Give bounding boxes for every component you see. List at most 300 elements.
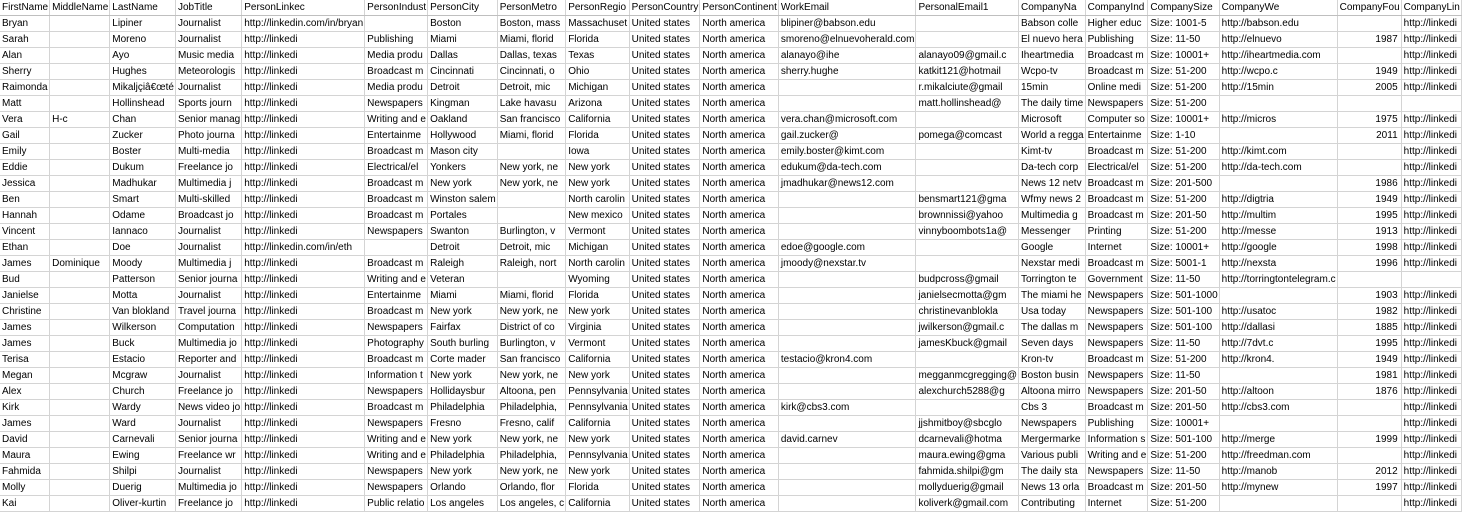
cell-city[interactable]: Philadelphia	[428, 448, 498, 464]
column-header-email1[interactable]: PersonalEmail1	[916, 0, 1019, 16]
cell-first[interactable]: James	[0, 416, 50, 432]
cell-metro[interactable]: Altoona, pen	[497, 384, 566, 400]
cell-job[interactable]: Multi-media	[175, 144, 241, 160]
cell-cfound[interactable]: 1995	[1337, 336, 1401, 352]
cell-cweb[interactable]: http://mynew	[1219, 480, 1337, 496]
cell-clink[interactable]: http://linkedi	[1401, 208, 1461, 224]
cell-cfound[interactable]: 1913	[1337, 224, 1401, 240]
cell-continent[interactable]: North america	[700, 80, 779, 96]
cell-job[interactable]: Travel journa	[175, 304, 241, 320]
cell-csize[interactable]: Size: 1001-5	[1148, 16, 1219, 32]
cell-clink[interactable]: http://linkedi	[1401, 288, 1461, 304]
cell-continent[interactable]: North america	[700, 176, 779, 192]
cell-industry[interactable]: Media produ	[365, 48, 428, 64]
cell-clink[interactable]: http://linkedi	[1401, 336, 1461, 352]
cell-country[interactable]: United states	[629, 384, 700, 400]
cell-continent[interactable]: North america	[700, 48, 779, 64]
cell-cweb[interactable]: http://merge	[1219, 432, 1337, 448]
cell-metro[interactable]	[497, 144, 566, 160]
cell-metro[interactable]: San francisco	[497, 352, 566, 368]
cell-continent[interactable]: North america	[700, 224, 779, 240]
cell-metro[interactable]: Philadelphia,	[497, 448, 566, 464]
cell-region[interactable]: Pennsylvania	[566, 400, 629, 416]
cell-workemail[interactable]	[778, 368, 916, 384]
cell-cfound[interactable]: 1903	[1337, 288, 1401, 304]
cell-metro[interactable]	[497, 192, 566, 208]
cell-industry[interactable]: Writing and e	[365, 272, 428, 288]
cell-clink[interactable]: http://linkedi	[1401, 144, 1461, 160]
cell-middle[interactable]: Dominique	[50, 256, 110, 272]
cell-workemail[interactable]: david.carnev	[778, 432, 916, 448]
cell-region[interactable]: Vermont	[566, 336, 629, 352]
cell-job[interactable]: Senior manag	[175, 112, 241, 128]
cell-linkedin[interactable]: http://linkedi	[242, 64, 365, 80]
cell-last[interactable]: Oliver-kurtin	[110, 496, 176, 512]
cell-city[interactable]: Winston salem	[428, 192, 498, 208]
cell-company[interactable]: The miami he	[1018, 288, 1085, 304]
cell-cfound[interactable]: 1982	[1337, 304, 1401, 320]
cell-region[interactable]: Iowa	[566, 144, 629, 160]
cell-cfound[interactable]	[1337, 496, 1401, 512]
cell-region[interactable]: New mexico	[566, 208, 629, 224]
cell-linkedin[interactable]: http://linkedi	[242, 208, 365, 224]
cell-cweb[interactable]	[1219, 176, 1337, 192]
cell-workemail[interactable]: smoreno@elnuevoherald.com	[778, 32, 916, 48]
cell-email1[interactable]: janielsecmotta@gm	[916, 288, 1019, 304]
cell-industry[interactable]: Information t	[365, 368, 428, 384]
cell-middle[interactable]	[50, 384, 110, 400]
cell-clink[interactable]: http://linkedi	[1401, 480, 1461, 496]
cell-cfound[interactable]	[1337, 448, 1401, 464]
cell-cfound[interactable]: 1949	[1337, 352, 1401, 368]
cell-email1[interactable]: dcarnevali@hotma	[916, 432, 1019, 448]
cell-last[interactable]: Motta	[110, 288, 176, 304]
cell-continent[interactable]: North america	[700, 16, 779, 32]
cell-company[interactable]: Multimedia g	[1018, 208, 1085, 224]
cell-email1[interactable]	[916, 144, 1019, 160]
cell-linkedin[interactable]: http://linkedi	[242, 112, 365, 128]
column-header-csize[interactable]: CompanySize	[1148, 0, 1219, 16]
cell-company[interactable]: Altoona mirro	[1018, 384, 1085, 400]
cell-metro[interactable]: Cincinnati, o	[497, 64, 566, 80]
cell-industry[interactable]: Broadcast m	[365, 192, 428, 208]
cell-industry[interactable]: Broadcast m	[365, 256, 428, 272]
cell-linkedin[interactable]: http://linkedi	[242, 288, 365, 304]
cell-cind[interactable]: Government	[1085, 272, 1148, 288]
cell-city[interactable]: Philadelphia	[428, 400, 498, 416]
cell-last[interactable]: Moreno	[110, 32, 176, 48]
cell-job[interactable]: Freelance jo	[175, 160, 241, 176]
column-header-clink[interactable]: CompanyLin	[1401, 0, 1461, 16]
cell-middle[interactable]	[50, 304, 110, 320]
cell-region[interactable]: Wyoming	[566, 272, 629, 288]
cell-city[interactable]: Detroit	[428, 240, 498, 256]
cell-workemail[interactable]: jmoody@nexstar.tv	[778, 256, 916, 272]
cell-cfound[interactable]	[1337, 144, 1401, 160]
cell-job[interactable]: Journalist	[175, 224, 241, 240]
cell-first[interactable]: Kai	[0, 496, 50, 512]
cell-email1[interactable]	[916, 352, 1019, 368]
cell-workemail[interactable]	[778, 96, 916, 112]
cell-last[interactable]: Mikaljçiâ€œté	[110, 80, 176, 96]
cell-industry[interactable]: Electrical/el	[365, 160, 428, 176]
cell-industry[interactable]: Newspapers	[365, 480, 428, 496]
cell-company[interactable]: Wfmy news 2	[1018, 192, 1085, 208]
cell-cweb[interactable]: http://iheartmedia.com	[1219, 48, 1337, 64]
cell-cfound[interactable]	[1337, 96, 1401, 112]
cell-continent[interactable]: North america	[700, 256, 779, 272]
cell-city[interactable]: New york	[428, 176, 498, 192]
cell-email1[interactable]: pomega@comcast	[916, 128, 1019, 144]
cell-middle[interactable]	[50, 144, 110, 160]
cell-company[interactable]: Kimt-tv	[1018, 144, 1085, 160]
cell-job[interactable]: Multi-skilled	[175, 192, 241, 208]
cell-country[interactable]: United states	[629, 128, 700, 144]
cell-continent[interactable]: North america	[700, 128, 779, 144]
cell-last[interactable]: Zucker	[110, 128, 176, 144]
cell-company[interactable]: The dallas m	[1018, 320, 1085, 336]
column-header-job[interactable]: JobTitle	[175, 0, 241, 16]
cell-country[interactable]: United states	[629, 464, 700, 480]
cell-cind[interactable]: Computer so	[1085, 112, 1148, 128]
cell-workemail[interactable]: testacio@kron4.com	[778, 352, 916, 368]
cell-industry[interactable]: Writing and e	[365, 112, 428, 128]
cell-first[interactable]: Eddie	[0, 160, 50, 176]
cell-industry[interactable]: Entertainme	[365, 128, 428, 144]
column-header-first[interactable]: FirstName	[0, 0, 50, 16]
cell-workemail[interactable]	[778, 480, 916, 496]
cell-city[interactable]: Dallas	[428, 48, 498, 64]
cell-cweb[interactable]: http://google	[1219, 240, 1337, 256]
cell-clink[interactable]: http://linkedi	[1401, 448, 1461, 464]
cell-middle[interactable]	[50, 416, 110, 432]
cell-clink[interactable]: http://linkedi	[1401, 112, 1461, 128]
cell-region[interactable]: California	[566, 352, 629, 368]
cell-country[interactable]: United states	[629, 320, 700, 336]
cell-company[interactable]: Boston busin	[1018, 368, 1085, 384]
cell-last[interactable]: Madhukar	[110, 176, 176, 192]
cell-last[interactable]: Wardy	[110, 400, 176, 416]
cell-city[interactable]: New york	[428, 304, 498, 320]
cell-region[interactable]: New york	[566, 464, 629, 480]
cell-middle[interactable]	[50, 352, 110, 368]
cell-city[interactable]: Los angeles	[428, 496, 498, 512]
cell-clink[interactable]: http://linkedi	[1401, 16, 1461, 32]
cell-cind[interactable]: Publishing	[1085, 32, 1148, 48]
cell-workemail[interactable]	[778, 448, 916, 464]
cell-workemail[interactable]: sherry.hughe	[778, 64, 916, 80]
cell-job[interactable]: Journalist	[175, 464, 241, 480]
cell-region[interactable]: Ohio	[566, 64, 629, 80]
cell-linkedin[interactable]: http://linkedi	[242, 448, 365, 464]
cell-csize[interactable]: Size: 201-50	[1148, 400, 1219, 416]
cell-email1[interactable]: jwilkerson@gmail.c	[916, 320, 1019, 336]
cell-middle[interactable]	[50, 208, 110, 224]
cell-cweb[interactable]	[1219, 368, 1337, 384]
cell-cweb[interactable]: http://wcpo.c	[1219, 64, 1337, 80]
cell-csize[interactable]: Size: 1-10	[1148, 128, 1219, 144]
cell-city[interactable]: Miami	[428, 288, 498, 304]
cell-metro[interactable]: Los angeles, c	[497, 496, 566, 512]
cell-middle[interactable]	[50, 448, 110, 464]
cell-metro[interactable]: Raleigh, nort	[497, 256, 566, 272]
cell-middle[interactable]	[50, 240, 110, 256]
cell-continent[interactable]: North america	[700, 160, 779, 176]
cell-workemail[interactable]	[778, 384, 916, 400]
cell-last[interactable]: Odame	[110, 208, 176, 224]
cell-job[interactable]: Senior journa	[175, 272, 241, 288]
cell-email1[interactable]: fahmida.shilpi@gm	[916, 464, 1019, 480]
cell-continent[interactable]: North america	[700, 112, 779, 128]
cell-cfound[interactable]: 2012	[1337, 464, 1401, 480]
cell-metro[interactable]: District of co	[497, 320, 566, 336]
cell-company[interactable]: Iheartmedia	[1018, 48, 1085, 64]
cell-industry[interactable]: Broadcast m	[365, 176, 428, 192]
cell-first[interactable]: Ben	[0, 192, 50, 208]
cell-middle[interactable]	[50, 192, 110, 208]
cell-job[interactable]: Computation	[175, 320, 241, 336]
cell-first[interactable]: Christine	[0, 304, 50, 320]
cell-continent[interactable]: North america	[700, 384, 779, 400]
column-header-city[interactable]: PersonCity	[428, 0, 498, 16]
cell-linkedin[interactable]: http://linkedi	[242, 32, 365, 48]
cell-last[interactable]: Smart	[110, 192, 176, 208]
cell-country[interactable]: United states	[629, 416, 700, 432]
cell-email1[interactable]: brownnissi@yahoo	[916, 208, 1019, 224]
cell-city[interactable]: Corte mader	[428, 352, 498, 368]
cell-country[interactable]: United states	[629, 288, 700, 304]
cell-continent[interactable]: North america	[700, 240, 779, 256]
cell-middle[interactable]	[50, 160, 110, 176]
cell-workemail[interactable]: vera.chan@microsoft.com	[778, 112, 916, 128]
cell-job[interactable]: Multimedia jo	[175, 336, 241, 352]
cell-email1[interactable]	[916, 32, 1019, 48]
cell-email1[interactable]: mollyduerig@gmail	[916, 480, 1019, 496]
cell-first[interactable]: Gail	[0, 128, 50, 144]
cell-company[interactable]: Da-tech corp	[1018, 160, 1085, 176]
cell-company[interactable]: World a regga	[1018, 128, 1085, 144]
cell-first[interactable]: Janielse	[0, 288, 50, 304]
cell-industry[interactable]: Entertainme	[365, 288, 428, 304]
cell-cind[interactable]: Internet	[1085, 496, 1148, 512]
cell-linkedin[interactable]: http://linkedi	[242, 256, 365, 272]
cell-city[interactable]: Hollidaysbur	[428, 384, 498, 400]
cell-job[interactable]: Multimedia j	[175, 256, 241, 272]
cell-clink[interactable]: http://linkedi	[1401, 464, 1461, 480]
cell-cweb[interactable]	[1219, 496, 1337, 512]
cell-job[interactable]: Reporter and	[175, 352, 241, 368]
cell-country[interactable]: United states	[629, 336, 700, 352]
cell-country[interactable]: United states	[629, 432, 700, 448]
cell-cind[interactable]: Broadcast m	[1085, 144, 1148, 160]
cell-workemail[interactable]: edukum@da-tech.com	[778, 160, 916, 176]
cell-linkedin[interactable]: http://linkedi	[242, 96, 365, 112]
cell-continent[interactable]: North america	[700, 144, 779, 160]
cell-cind[interactable]: Internet	[1085, 240, 1148, 256]
cell-cfound[interactable]: 1987	[1337, 32, 1401, 48]
cell-company[interactable]: El nuevo hera	[1018, 32, 1085, 48]
cell-csize[interactable]: Size: 501-1000	[1148, 288, 1219, 304]
cell-last[interactable]: Van blokland	[110, 304, 176, 320]
cell-continent[interactable]: North america	[700, 96, 779, 112]
cell-first[interactable]: James	[0, 320, 50, 336]
cell-workemail[interactable]	[778, 304, 916, 320]
cell-country[interactable]: United states	[629, 160, 700, 176]
cell-company[interactable]: News 13 orla	[1018, 480, 1085, 496]
cell-cfound[interactable]	[1337, 160, 1401, 176]
cell-first[interactable]: Emily	[0, 144, 50, 160]
cell-company[interactable]: Messenger	[1018, 224, 1085, 240]
cell-country[interactable]: United states	[629, 80, 700, 96]
cell-middle[interactable]	[50, 288, 110, 304]
cell-clink[interactable]: http://linkedi	[1401, 176, 1461, 192]
cell-cind[interactable]: Newspapers	[1085, 288, 1148, 304]
cell-company[interactable]: Usa today	[1018, 304, 1085, 320]
cell-city[interactable]: Miami	[428, 32, 498, 48]
cell-linkedin[interactable]: http://linkedin.com/in/bryan	[242, 16, 365, 32]
cell-country[interactable]: United states	[629, 496, 700, 512]
cell-csize[interactable]: Size: 201-50	[1148, 384, 1219, 400]
cell-continent[interactable]: North america	[700, 32, 779, 48]
cell-country[interactable]: United states	[629, 16, 700, 32]
cell-cweb[interactable]: http://freedman.com	[1219, 448, 1337, 464]
cell-middle[interactable]	[50, 80, 110, 96]
cell-company[interactable]: Nexstar medi	[1018, 256, 1085, 272]
cell-cind[interactable]: Newspapers	[1085, 304, 1148, 320]
cell-csize[interactable]: Size: 51-200	[1148, 64, 1219, 80]
cell-metro[interactable]: Detroit, mic	[497, 240, 566, 256]
cell-cind[interactable]: Broadcast m	[1085, 352, 1148, 368]
cell-cfound[interactable]: 2011	[1337, 128, 1401, 144]
cell-cweb[interactable]: http://kron4.	[1219, 352, 1337, 368]
cell-clink[interactable]: http://linkedi	[1401, 368, 1461, 384]
cell-city[interactable]: Veteran	[428, 272, 498, 288]
cell-csize[interactable]: Size: 51-200	[1148, 144, 1219, 160]
cell-email1[interactable]: alanayo09@gmail.c	[916, 48, 1019, 64]
cell-company[interactable]: Torrington te	[1018, 272, 1085, 288]
cell-country[interactable]: United states	[629, 64, 700, 80]
cell-country[interactable]: United states	[629, 448, 700, 464]
cell-cweb[interactable]: http://15min	[1219, 80, 1337, 96]
cell-cfound[interactable]: 1996	[1337, 256, 1401, 272]
cell-region[interactable]: Pennsylvania	[566, 384, 629, 400]
cell-linkedin[interactable]: http://linkedi	[242, 160, 365, 176]
cell-email1[interactable]: budpcross@gmail	[916, 272, 1019, 288]
cell-cweb[interactable]: http://kimt.com	[1219, 144, 1337, 160]
cell-clink[interactable]: http://linkedi	[1401, 160, 1461, 176]
cell-region[interactable]: North carolin	[566, 192, 629, 208]
cell-metro[interactable]: Miami, florid	[497, 128, 566, 144]
cell-continent[interactable]: North america	[700, 432, 779, 448]
cell-industry[interactable]: Writing and e	[365, 432, 428, 448]
cell-country[interactable]: United states	[629, 368, 700, 384]
cell-last[interactable]: Ward	[110, 416, 176, 432]
cell-cweb[interactable]: http://7dvt.c	[1219, 336, 1337, 352]
cell-clink[interactable]	[1401, 96, 1461, 112]
cell-cweb[interactable]	[1219, 96, 1337, 112]
cell-industry[interactable]: Broadcast m	[365, 400, 428, 416]
cell-linkedin[interactable]: http://linkedi	[242, 304, 365, 320]
cell-region[interactable]: Pennsylvania	[566, 448, 629, 464]
cell-csize[interactable]: Size: 11-50	[1148, 464, 1219, 480]
cell-continent[interactable]: North america	[700, 400, 779, 416]
cell-linkedin[interactable]: http://linkedi	[242, 320, 365, 336]
cell-clink[interactable]: http://linkedi	[1401, 256, 1461, 272]
cell-cfound[interactable]	[1337, 48, 1401, 64]
cell-linkedin[interactable]: http://linkedi	[242, 128, 365, 144]
cell-csize[interactable]: Size: 201-50	[1148, 480, 1219, 496]
cell-workemail[interactable]: blipiner@babson.edu	[778, 16, 916, 32]
cell-first[interactable]: Maura	[0, 448, 50, 464]
cell-industry[interactable]: Photography	[365, 336, 428, 352]
cell-city[interactable]: Swanton	[428, 224, 498, 240]
cell-email1[interactable]: katkit121@hotmail	[916, 64, 1019, 80]
cell-workemail[interactable]: kirk@cbs3.com	[778, 400, 916, 416]
cell-cind[interactable]: Newspapers	[1085, 336, 1148, 352]
cell-cind[interactable]: Higher educ	[1085, 16, 1148, 32]
cell-company[interactable]: Microsoft	[1018, 112, 1085, 128]
cell-cind[interactable]: Broadcast m	[1085, 192, 1148, 208]
cell-company[interactable]: Babson colle	[1018, 16, 1085, 32]
cell-clink[interactable]: http://linkedi	[1401, 496, 1461, 512]
cell-city[interactable]: Yonkers	[428, 160, 498, 176]
cell-linkedin[interactable]: http://linkedi	[242, 368, 365, 384]
cell-first[interactable]: Ethan	[0, 240, 50, 256]
cell-cind[interactable]: Broadcast m	[1085, 480, 1148, 496]
cell-city[interactable]: Fairfax	[428, 320, 498, 336]
cell-clink[interactable]: http://linkedi	[1401, 240, 1461, 256]
cell-csize[interactable]: Size: 5001-1	[1148, 256, 1219, 272]
cell-email1[interactable]: jjshmitboy@sbcglo	[916, 416, 1019, 432]
cell-clink[interactable]: http://linkedi	[1401, 400, 1461, 416]
cell-clink[interactable]: http://linkedi	[1401, 304, 1461, 320]
cell-company[interactable]: Seven days	[1018, 336, 1085, 352]
cell-clink[interactable]: http://linkedi	[1401, 128, 1461, 144]
cell-last[interactable]: Church	[110, 384, 176, 400]
cell-last[interactable]: Hollinshead	[110, 96, 176, 112]
cell-clink[interactable]: http://linkedi	[1401, 384, 1461, 400]
cell-email1[interactable]	[916, 256, 1019, 272]
cell-city[interactable]: Portales	[428, 208, 498, 224]
cell-first[interactable]: Megan	[0, 368, 50, 384]
cell-metro[interactable]: New york, ne	[497, 304, 566, 320]
cell-csize[interactable]: Size: 501-100	[1148, 304, 1219, 320]
cell-clink[interactable]: http://linkedi	[1401, 320, 1461, 336]
cell-workemail[interactable]	[778, 192, 916, 208]
cell-middle[interactable]	[50, 496, 110, 512]
cell-city[interactable]: South burling	[428, 336, 498, 352]
cell-industry[interactable]: Newspapers	[365, 464, 428, 480]
cell-job[interactable]: Freelance jo	[175, 496, 241, 512]
cell-email1[interactable]	[916, 400, 1019, 416]
cell-linkedin[interactable]: http://linkedi	[242, 416, 365, 432]
cell-metro[interactable]: New york, ne	[497, 432, 566, 448]
cell-country[interactable]: United states	[629, 192, 700, 208]
cell-clink[interactable]: http://linkedi	[1401, 432, 1461, 448]
cell-linkedin[interactable]: http://linkedi	[242, 176, 365, 192]
cell-first[interactable]: Bud	[0, 272, 50, 288]
cell-middle[interactable]	[50, 32, 110, 48]
cell-linkedin[interactable]: http://linkedi	[242, 80, 365, 96]
cell-email1[interactable]: matt.hollinshead@	[916, 96, 1019, 112]
cell-job[interactable]: Sports journ	[175, 96, 241, 112]
cell-continent[interactable]: North america	[700, 192, 779, 208]
cell-linkedin[interactable]: http://linkedi	[242, 432, 365, 448]
cell-first[interactable]: Fahmida	[0, 464, 50, 480]
cell-first[interactable]: Bryan	[0, 16, 50, 32]
cell-last[interactable]: Duerig	[110, 480, 176, 496]
cell-continent[interactable]: North america	[700, 480, 779, 496]
